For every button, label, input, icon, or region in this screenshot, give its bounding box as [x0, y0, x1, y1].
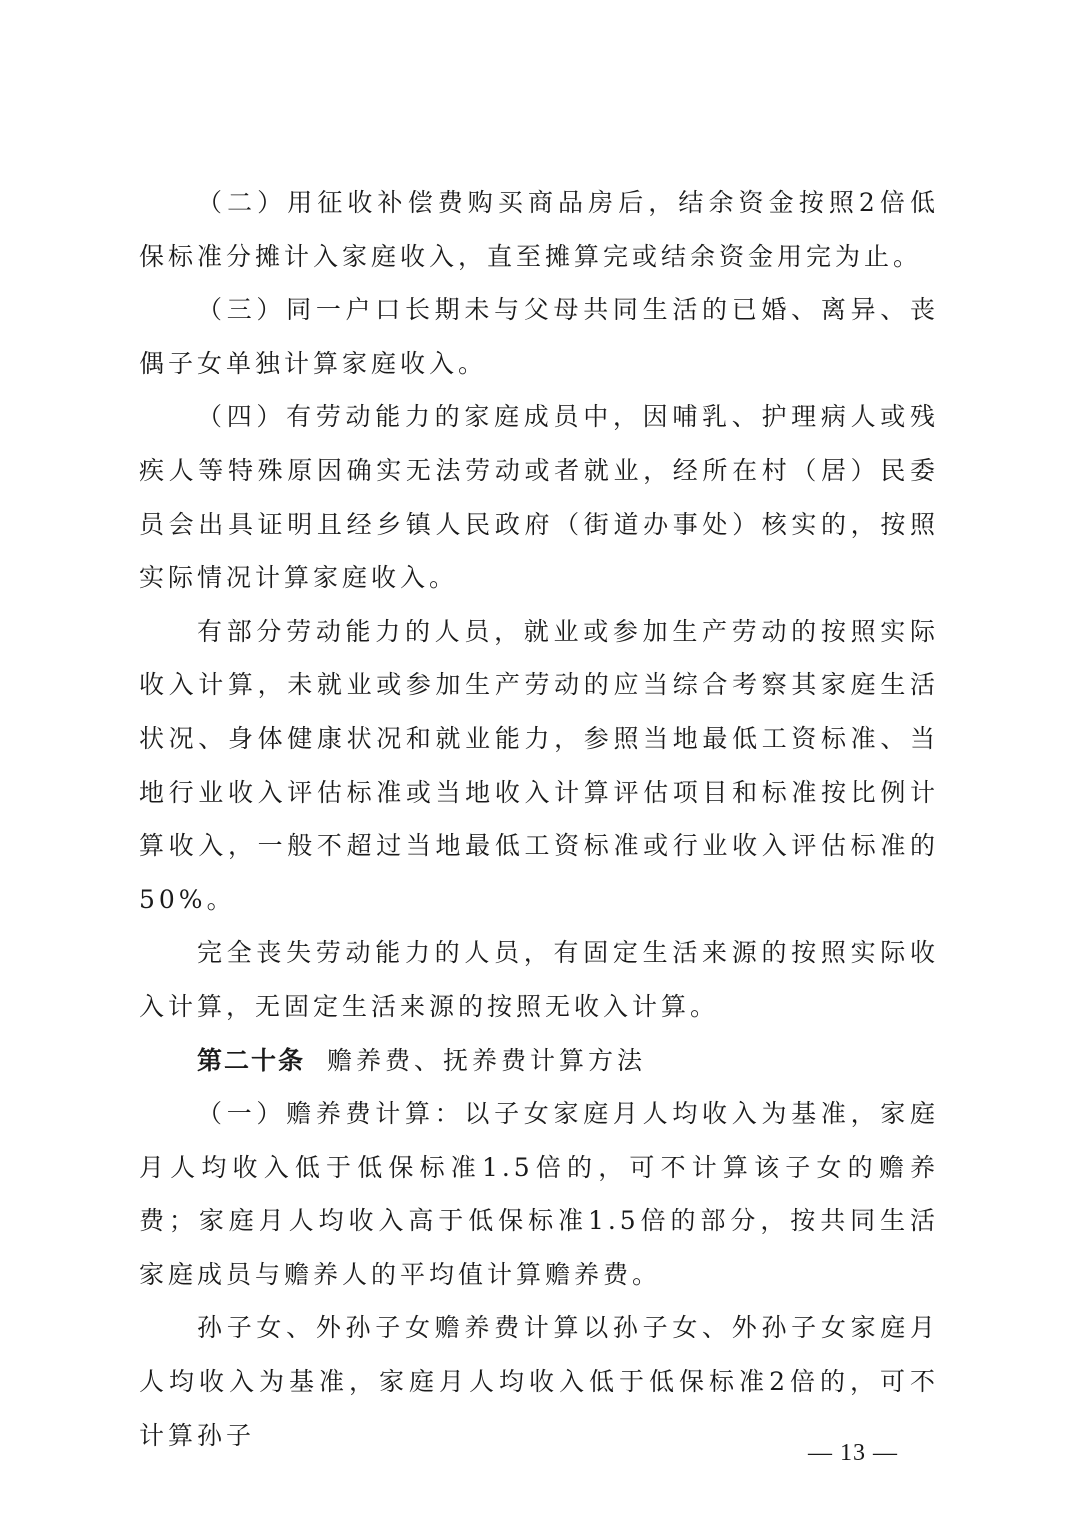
paragraph-partial-labor: 有部分劳动能力的人员，就业或参加生产劳动的按照实际收入计算，未就业或参加生产劳动的应当综合考察其家庭生活状况、身体健康状况和就业能力，参照当地最低工资标准、当地行业收入评估标准或当地收入计算评估项目和标准按比例计算收入，一般不超过当地最低工资标准或行业收入评估标准的50%。: [139, 616, 939, 914]
paragraph-support-fee: （一）赡养费计算：以子女家庭月人均收入为基准，家庭月人均收入低于低保标准1.5倍的，可不计算该子女的赡养费；家庭月人均收入高于低保标准1.5倍的部分，按共同生活家庭成员与赡养人的平均值计算赡养费。: [139, 1099, 939, 1289]
article-title: 赡养费、抚养费计算方法: [327, 1045, 647, 1075]
document-body: [139, 176, 939, 1462]
article-heading: [139, 1034, 939, 1088]
paragraph-item-4: （四）有劳动能力的家庭成员中，因哺乳、护理病人或残疾人等特殊原因确实无法劳动或者就业，经所在村（居）民委员会出具证明且经乡镇人民政府（街道办事处）核实的，按照实际情况计算家庭收入。: [139, 402, 939, 593]
page-number: — 13 —: [808, 1440, 898, 1466]
paragraph-item-3: （三）同一户口长期未与父母共同生活的已婚、离异、丧偶子女单独计算家庭收入。: [139, 295, 939, 378]
paragraph-full-loss-labor: 完全丧失劳动能力的人员，有固定生活来源的按照实际收入计算，无固定生活来源的按照无收入计算。: [139, 938, 939, 1021]
paragraph-grandchildren-fee: 孙子女、外孙子女赡养费计算以孙子女、外孙子女家庭月人均收入为基准，家庭月人均收入低于低保标准2倍的，可不计算孙子: [139, 1313, 939, 1450]
article-label: 第二十条: [197, 1045, 306, 1075]
paragraph-item-2: （二）用征收补偿费购买商品房后，结余资金按照2倍低保标准分摊计入家庭收入，直至摊算完或结余资金用完为止。: [139, 188, 939, 271]
